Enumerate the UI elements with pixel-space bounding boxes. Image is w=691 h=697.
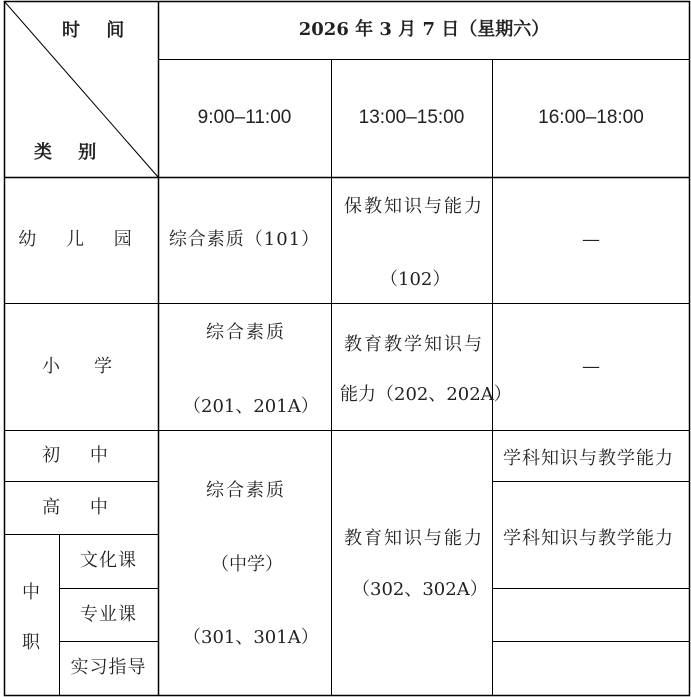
primary-slot1-line2: （201、201A） — [183, 396, 319, 417]
senior-middle-slot3: 学科知识与教学能力 — [503, 528, 674, 549]
kindergarten-slot2-line1: 保教知识与能力 — [344, 196, 484, 217]
vocational-label-char1: 中 — [22, 582, 40, 603]
middle-slot1-line1: 综合素质 — [206, 480, 286, 501]
vocational-sub-culture: 文化课 — [80, 550, 137, 572]
primary-slot1-line1: 综合素质 — [206, 322, 286, 343]
corner-category-label: 类 别 — [34, 142, 107, 163]
row-label-junior-middle: 初 中 — [42, 444, 120, 466]
row-label-senior-middle: 高 中 — [42, 496, 120, 518]
middle-slot1-line3: （301、301A） — [183, 627, 319, 648]
date-header: 2026 年 3 月 7 日（星期六） — [298, 19, 550, 41]
corner-time-label: 时 间 — [62, 20, 135, 41]
kindergarten-slot1: 综合素质（101） — [168, 229, 321, 251]
middle-slot1-line2: （中学） — [211, 554, 283, 575]
middle-slot2-line1: 教育知识与能力 — [344, 528, 484, 549]
row-label-kindergarten: 幼 儿 园 — [18, 229, 144, 251]
vocational-label-char2: 职 — [22, 632, 40, 653]
primary-slot3: — — [582, 355, 600, 377]
vocational-sub-practice: 实习指导 — [70, 657, 147, 679]
slot-header-morning: 9:00–11:00 — [197, 106, 292, 128]
slot-header-evening: 16:00–18:00 — [538, 106, 644, 128]
vocational-sub-major: 专业课 — [80, 603, 137, 625]
primary-slot2-line1: 教育教学知识与 — [344, 334, 484, 355]
slot-header-afternoon: 13:00–15:00 — [358, 106, 465, 128]
row-label-primary: 小 学 — [42, 355, 120, 377]
primary-slot2-line2: 能力（202、202A） — [340, 384, 512, 405]
junior-middle-slot3: 学科知识与教学能力 — [503, 448, 674, 469]
kindergarten-slot3: — — [582, 229, 600, 251]
kindergarten-slot2-line2: （102） — [380, 269, 451, 290]
middle-slot2-line2: （302、302A） — [352, 579, 488, 600]
